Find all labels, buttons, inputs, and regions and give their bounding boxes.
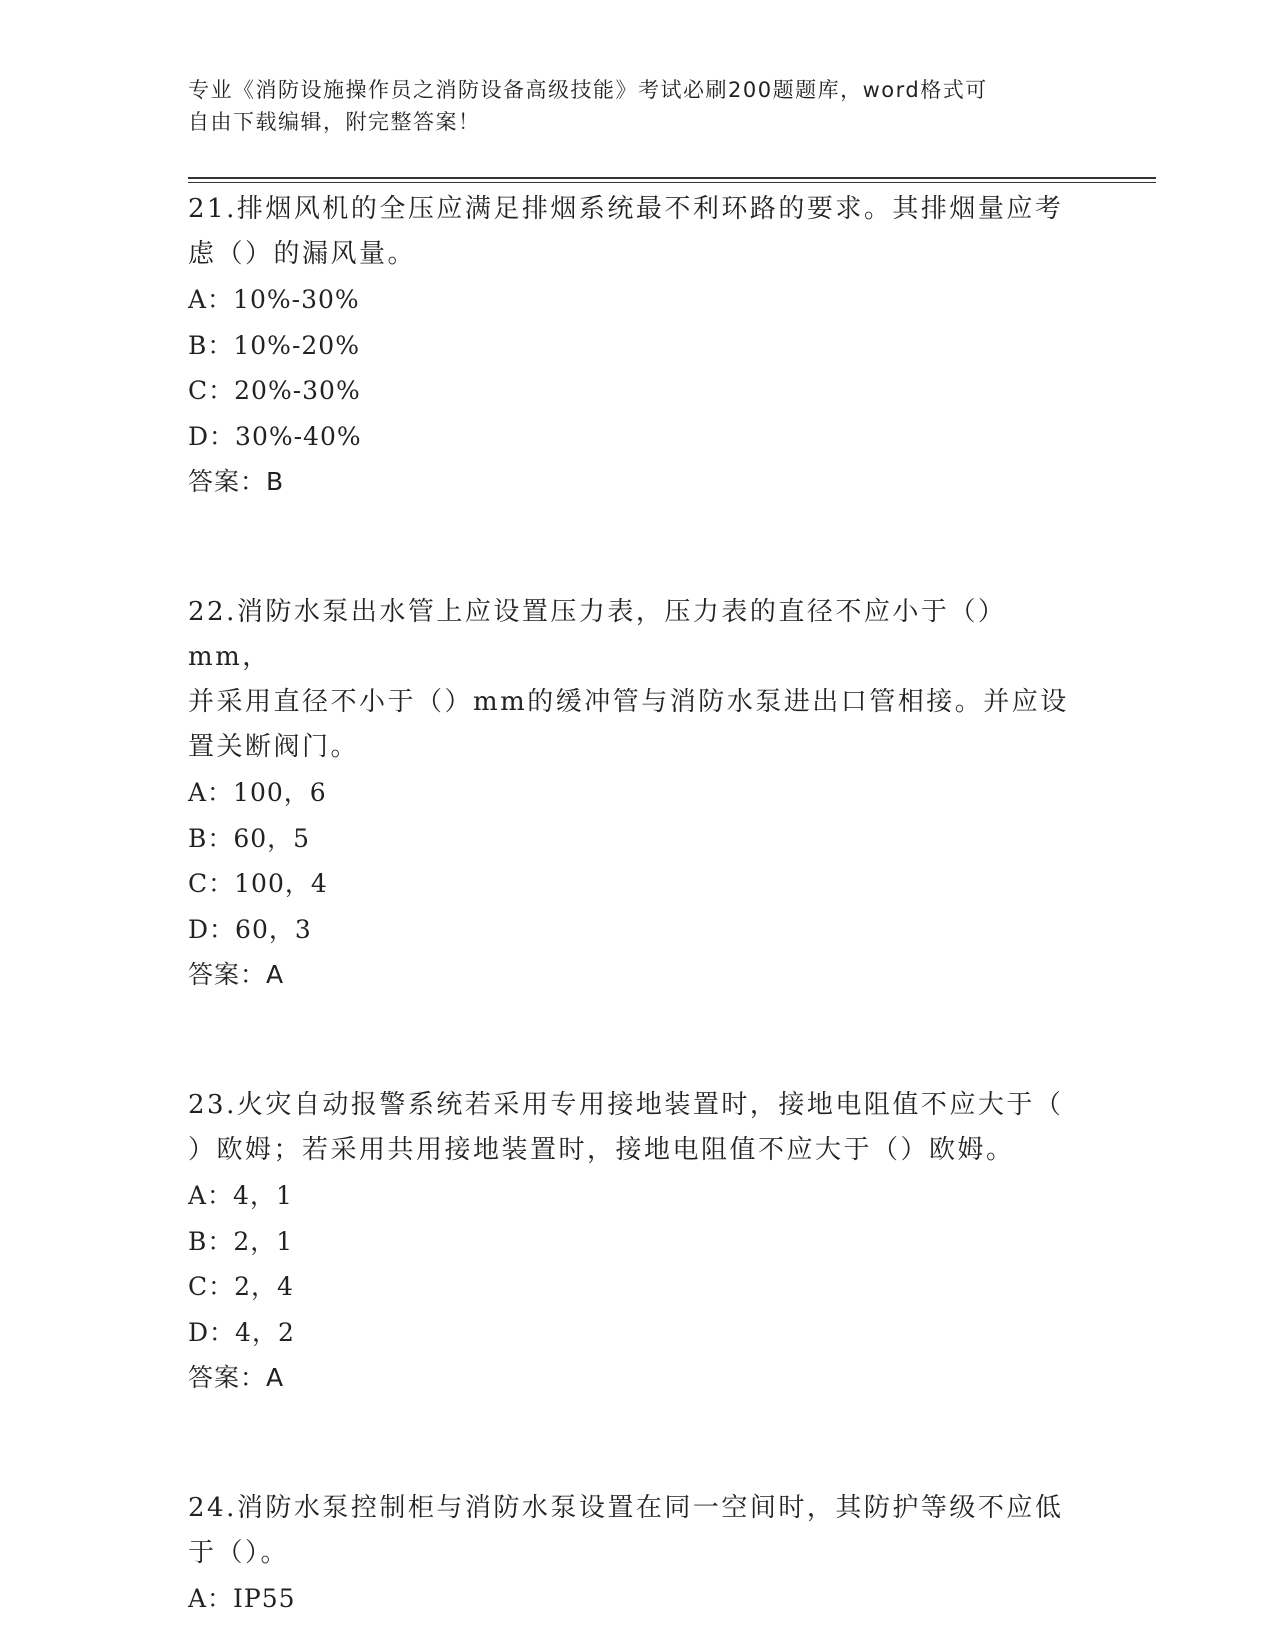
- answer-line: 答案：A: [188, 1363, 285, 1392]
- option-c: C：100，4: [188, 869, 328, 898]
- answer-line: 答案：B: [188, 467, 285, 496]
- option-a: A：10%-30%: [188, 285, 360, 314]
- question-stem-line: 虑（）的漏风量。: [188, 239, 417, 269]
- answer-line: 答案：A: [188, 960, 285, 989]
- question-list: [188, 187, 1078, 1622]
- option-a: A：IP55: [188, 1584, 296, 1613]
- question-stem-line: 并采用直径不小于（）mm的缓冲管与消防水泵进出口管相接。并应设: [188, 687, 1069, 717]
- option-b: B：10%-20%: [188, 330, 360, 360]
- header-divider: [188, 177, 1156, 183]
- question-stem-line: 于（）。: [188, 1538, 290, 1568]
- question-24: [188, 1486, 1078, 1622]
- option-d: D：4，2: [188, 1317, 295, 1347]
- option-c: C：2，4: [188, 1272, 294, 1301]
- question-spacer: [188, 1400, 1078, 1486]
- question-stem-line: 22.消防水泵出水管上应设置压力表，压力表的直径不应小于（）mm，: [188, 597, 1007, 672]
- page-header: [188, 74, 1088, 138]
- question-stem-line: 23.火灾自动报警系统若采用专用接地装置时，接地电阻值不应大于（: [188, 1090, 1064, 1120]
- option-a: A：4，1: [188, 1181, 293, 1210]
- option-b: B：60，5: [188, 823, 311, 853]
- question-stem-line: 24.消防水泵控制柜与消防水泵设置在同一空间时，其防护等级不应低: [188, 1493, 1064, 1523]
- question-stem-line: 21.排烟风机的全压应满足排烟系统最不利环路的要求。其排烟量应考: [188, 194, 1064, 224]
- option-a: A：100，6: [188, 778, 327, 807]
- header-line-2: 自由下载编辑，附完整答案！: [188, 110, 481, 134]
- question-22: [188, 590, 1078, 997]
- question-23: [188, 1083, 1078, 1400]
- question-stem-line: 置关断阀门。: [188, 732, 360, 762]
- option-d: D：30%-40%: [188, 421, 362, 451]
- option-d: D：60，3: [188, 914, 312, 944]
- header-line-1: 专业《消防设施操作员之消防设备高级技能》考试必刷200题题库，word格式可: [188, 78, 988, 102]
- option-c: C：20%-30%: [188, 376, 361, 405]
- question-spacer: [188, 504, 1078, 590]
- question-stem-line: ）欧姆；若采用共用接地装置时，接地电阻值不应大于（）欧姆。: [188, 1135, 1015, 1165]
- option-b: B：2，1: [188, 1226, 294, 1256]
- question-spacer: [188, 997, 1078, 1083]
- question-21: [188, 187, 1078, 504]
